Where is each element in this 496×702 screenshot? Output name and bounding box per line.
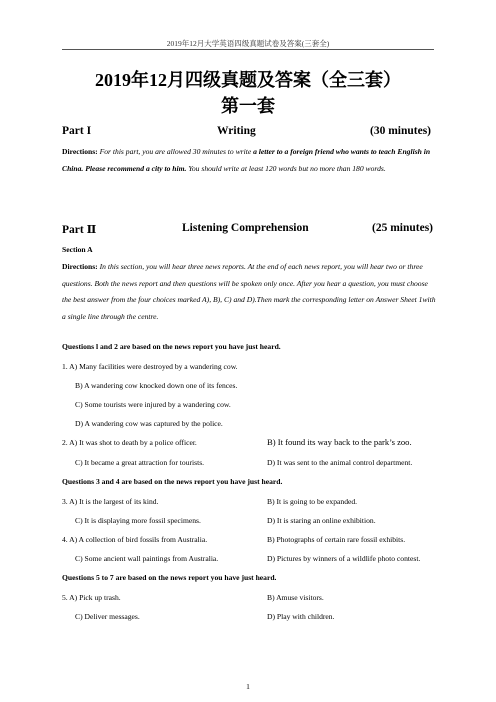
q1-option-a: 1. A) Many facilities were destroyed by a wandering cow.	[62, 362, 238, 371]
q3-option-a: 3. A) It is the largest of its kind.	[62, 497, 159, 506]
writing-task: a letter to a foreign friend who wants to teach English in China. Please recommend a city to him.	[62, 147, 431, 173]
q4-option-a: 4. A) A collection of bird fossils from Australia.	[62, 535, 208, 544]
document-subtitle: 第一套	[221, 96, 275, 116]
document-title: 2019年12月四级真题及答案（全三套）	[95, 70, 401, 90]
q4-option-c: C) Some ancient wall paintings from Australia.	[75, 554, 219, 563]
q5-option-d: D) Play with children.	[267, 612, 335, 621]
header-divider	[62, 49, 434, 50]
q4-option-d: D) Pictures by winners of a wildlife photo contest.	[267, 554, 421, 563]
part1-time: (30 minutes)	[370, 125, 432, 137]
section-a-label: Section A	[62, 245, 93, 254]
q3-option-c: C) It is displaying more fossil specimens.	[75, 516, 201, 525]
part2-directions	[62, 259, 436, 325]
part2-time: (25 minutes)	[372, 222, 434, 234]
page-number: 1	[246, 682, 250, 691]
running-header: 2019年12月大学英语四级真题试卷及答案(三套全)	[166, 39, 330, 48]
q3-option-d: D) It is staring an online exhibition.	[267, 516, 376, 525]
q2-option-d: D) It was sent to the animal control department.	[267, 458, 413, 467]
q4-option-b: B) Photographs of certain rare fossil exhibits.	[267, 535, 406, 544]
q2-option-a: 2. A) It was shot to death by a police officer.	[62, 438, 197, 447]
part1-topic: Writing	[217, 125, 256, 137]
part1-name: Part I	[62, 125, 92, 137]
questions-5-7-heading: Questions 5 to 7 are based on the news report you have just heard.	[62, 573, 277, 582]
q2-option-b: B) It found its way back to the park’s zoo.	[267, 437, 412, 447]
part1-directions	[62, 144, 436, 177]
q3-option-b: B) It is going to be expanded.	[267, 497, 358, 506]
q5-option-b: B) Amuse visitors.	[267, 593, 324, 602]
directions-text: For this part, you are allowed 30 minutes to write	[97, 147, 254, 156]
questions-1-2-heading: Questions l and 2 are based on the news report you have just heard.	[62, 342, 281, 351]
directions-label: Directions:	[62, 147, 98, 156]
directions-text: You should write at least 120 words but no more than 180 words.	[186, 163, 386, 173]
q5-option-c: C) Deliver messages.	[75, 612, 140, 621]
q1-option-c: C) Some tourists were injured by a wandering cow.	[75, 400, 231, 409]
q1-option-b: B) A wandering cow knocked down one of its fences.	[75, 381, 238, 390]
directions-text: In this section, you will hear three news reports. At the end of each news report, you will hear two or three questions. Both the news report and then questions will be spoken only once. After you hear a question, you must choose the best answer from the four choices marked A), B), C) and D).Then mark the corresponding letter on Answer Sheet 1with a single line through the centre.	[62, 262, 436, 321]
questions-3-4-heading: Questions 3 and 4 are based on the news report you have just heard.	[62, 477, 283, 486]
q1-option-d: D) A wandering cow was captured by the police.	[75, 419, 223, 428]
part2-name: Part Ⅱ	[62, 224, 97, 236]
q5-option-a: 5. A) Pick up trash.	[62, 593, 121, 602]
q2-option-c: C) It became a great attraction for tourists.	[75, 458, 205, 467]
part2-topic: Listening Comprehension	[182, 222, 309, 234]
directions-label: Directions:	[62, 262, 98, 271]
